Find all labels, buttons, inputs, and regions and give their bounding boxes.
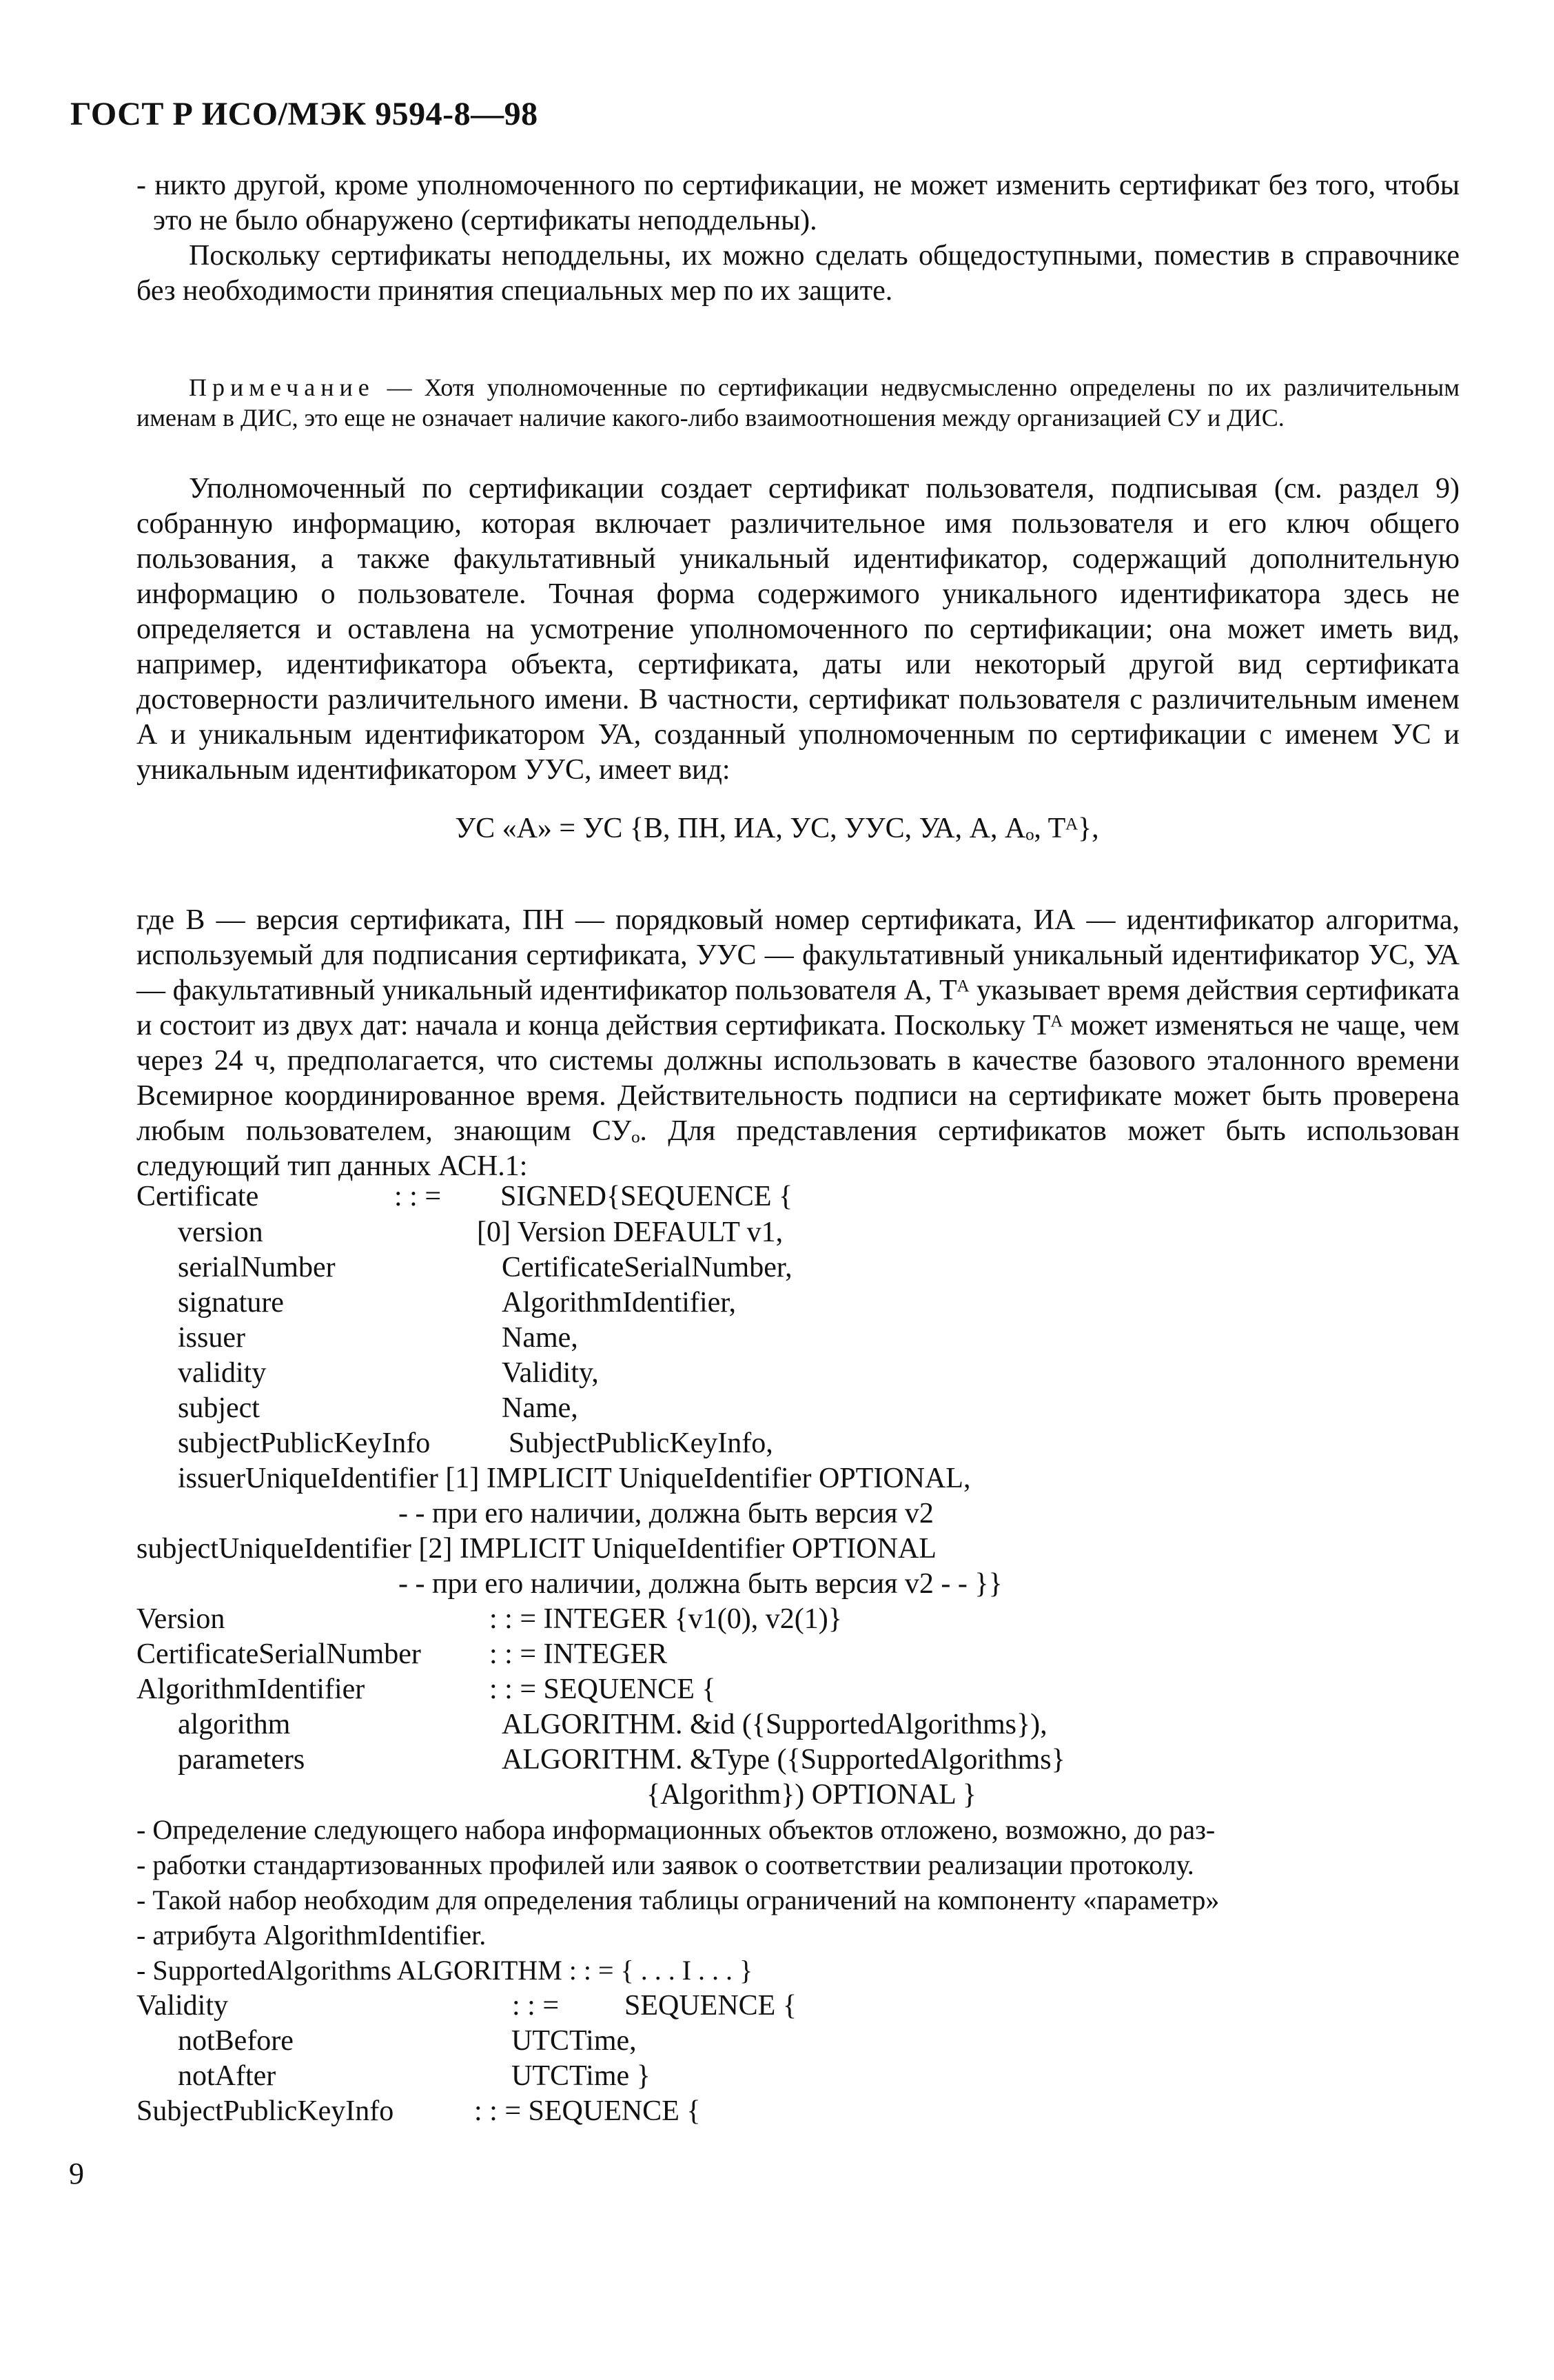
note-label: Примечание [189,374,375,401]
code-signed: SIGNED{SEQUENCE { [500,1181,793,1212]
code-type-def: : : = INTEGER {v1(0), v2(1)} [489,1603,842,1635]
code-remark: - работки стандартизованных профилей или заявок о соответствии реализации протоколу. [136,1849,1194,1880]
code-type-name: SubjectPublicKeyInfo [136,2095,394,2127]
code-comment: - - при его наличии, должна быть версия v2 [398,1498,934,1529]
paragraph-certificate-creation: Уполномоченный по сертификации создает сертификат пользователя, подписывая (см. раздел 9) собранную информацию, которая включает различительное имя пользователя и его ключ общего пользования, а также факультативный уникальный идентификатор, содержащий дополнительную информацию о пользователе. Точная форма содержимого уникального идентификатора здесь не определяется и оставлена на усмотрение уполномоченного по сертификации; она может иметь вид, например, идентификатора объекта, сертификата, даты или некоторый другой вид сертификата достоверности различительного имени. В частности, сертификат пользователя с различительным именем А и уникальным идентификатором УА, созданный уполномоченным по сертификации с именем УС и уникальным идентификатором УУС, имеет вид: [136,473,1460,786]
intro-paragraph: Поскольку сертификаты неподдельны, их можно сделать общедоступными, поместив в справочнике без необходимости принятия специальных мер по их защите. [136,240,1460,307]
code-field-name: issuer [178,1322,245,1354]
code-issuer-unique-id: issuerUniqueIdentifier [1] IMPLICIT UniqueIdentifier OPTIONAL, [178,1463,971,1494]
code-field-name: subjectPublicKeyInfo [178,1427,431,1459]
code-type-def: : : = SEQUENCE { [489,1674,716,1705]
code-remark: - атрибута AlgorithmIdentifier. [136,1920,487,1951]
code-field-name: parameters [178,1744,305,1776]
code-type-name: Version [136,1603,225,1635]
certificate-formula: УС «А» = УС {В, ПН, ИА, УС, УУС, УА, А, Aₒ, Tᴬ}, [455,813,1099,844]
code-field-type: UTCTime } [511,2060,651,2092]
code-field-type-cont: {Algorithm}) OPTIONAL } [646,1779,977,1811]
code-type-def: : : = INTEGER [489,1638,668,1670]
paragraph-definitions: где В — версия сертификата, ПН — порядковый номер сертификата, ИА — идентификатор алгоритма, используемый для подписания сертификата, УУС — факультативный уникальный идентификатор УС, УА — факультативный уникальный идентификатор пользователя А, Tᴬ указывает время действия сертификата и состоит из двух дат: начала и конца действия сертификата. Поскольку Tᴬ может изменяться не чаще, чем через 24 ч, предполагается, что системы должны использовать в качестве базового эталонного времени Всемирное координированное время. Действительность подписи на сертификате может быть проверена любым пользователем, знающим СУₒ. Для представления сертификатов может быть использован следующий тип данных АСН.1: [136,904,1460,1182]
code-field-type: [0] Version DEFAULT v1, [477,1217,784,1248]
code-field-name: validity [178,1357,267,1389]
page-number: 9 [69,2157,84,2190]
code-type-def: SEQUENCE { [624,1990,797,2022]
code-field-type: UTCTime, [511,2025,637,2057]
code-field-name: notAfter [178,2060,276,2092]
code-field-name: version [178,1217,263,1248]
code-remark: - SupportedAlgorithms ALGORITHM : : = { . . . I . . . } [136,1955,753,1986]
code-assign: : : = [512,1990,560,2022]
code-subject-unique-id: subjectUniqueIdentifier [2] IMPLICIT UniqueIdentifier OPTIONAL [136,1533,937,1565]
intro-block [136,168,1460,309]
page-header: ГОСТ Р ИСО/МЭК 9594-8—98 [70,96,538,132]
body-paragraph-2 [136,903,1460,1184]
code-field-type: AlgorithmIdentifier, [502,1287,737,1319]
code-field-name: algorithm [178,1709,291,1740]
code-field-type: SubjectPublicKeyInfo, [509,1427,773,1459]
note-paragraph [136,372,1460,433]
note-block [136,372,1460,433]
code-field-name: signature [178,1287,284,1319]
code-type-name: Validity [136,1990,228,2022]
code-type-name: CertificateSerialNumber [136,1638,421,1670]
body-paragraph-1 [136,471,1460,788]
code-field-type: ALGORITHM. &id ({SupportedAlgorithms}), [502,1709,1047,1740]
code-remark: - Определение следующего набора информационных объектов отложено, возможно, до раз- [136,1814,1216,1845]
code-comment: - - при его наличии, должна быть версия v2 - - }} [398,1568,1003,1600]
code-field-type: CertificateSerialNumber, [502,1252,793,1283]
code-field-name: notBefore [178,2025,294,2057]
code-field-type: Validity, [502,1357,599,1389]
code-field-name: serialNumber [178,1252,336,1283]
intro-bullet: - никто другой, кроме уполномоченного по сертификации, не может изменить сертификат без того, чтобы это не было обнаружено (сертификаты неподдельны). [136,170,1460,236]
code-field-type: Name, [502,1392,578,1424]
code-field-type: Name, [502,1322,578,1354]
code-assign: : : = [394,1181,442,1212]
code-type-name: AlgorithmIdentifier [136,1674,365,1705]
code-remark: - Такой набор необходим для определения таблицы ограничений на компоненту «параметр» [136,1884,1220,1915]
note-text: — Хотя уполномоченные по сертификации недвусмысленно определены по их различительным именам в ДИС, это еще не означает наличие какого-либо взаимоотношения между организацией СУ и ДИС. [136,374,1460,431]
code-field-name: subject [178,1392,260,1424]
code-type-def: : : = SEQUENCE { [474,2095,701,2127]
code-field-type: ALGORITHM. &Type ({SupportedAlgorithms} [502,1744,1065,1776]
code-line-certificate: Certificate [136,1181,259,1212]
